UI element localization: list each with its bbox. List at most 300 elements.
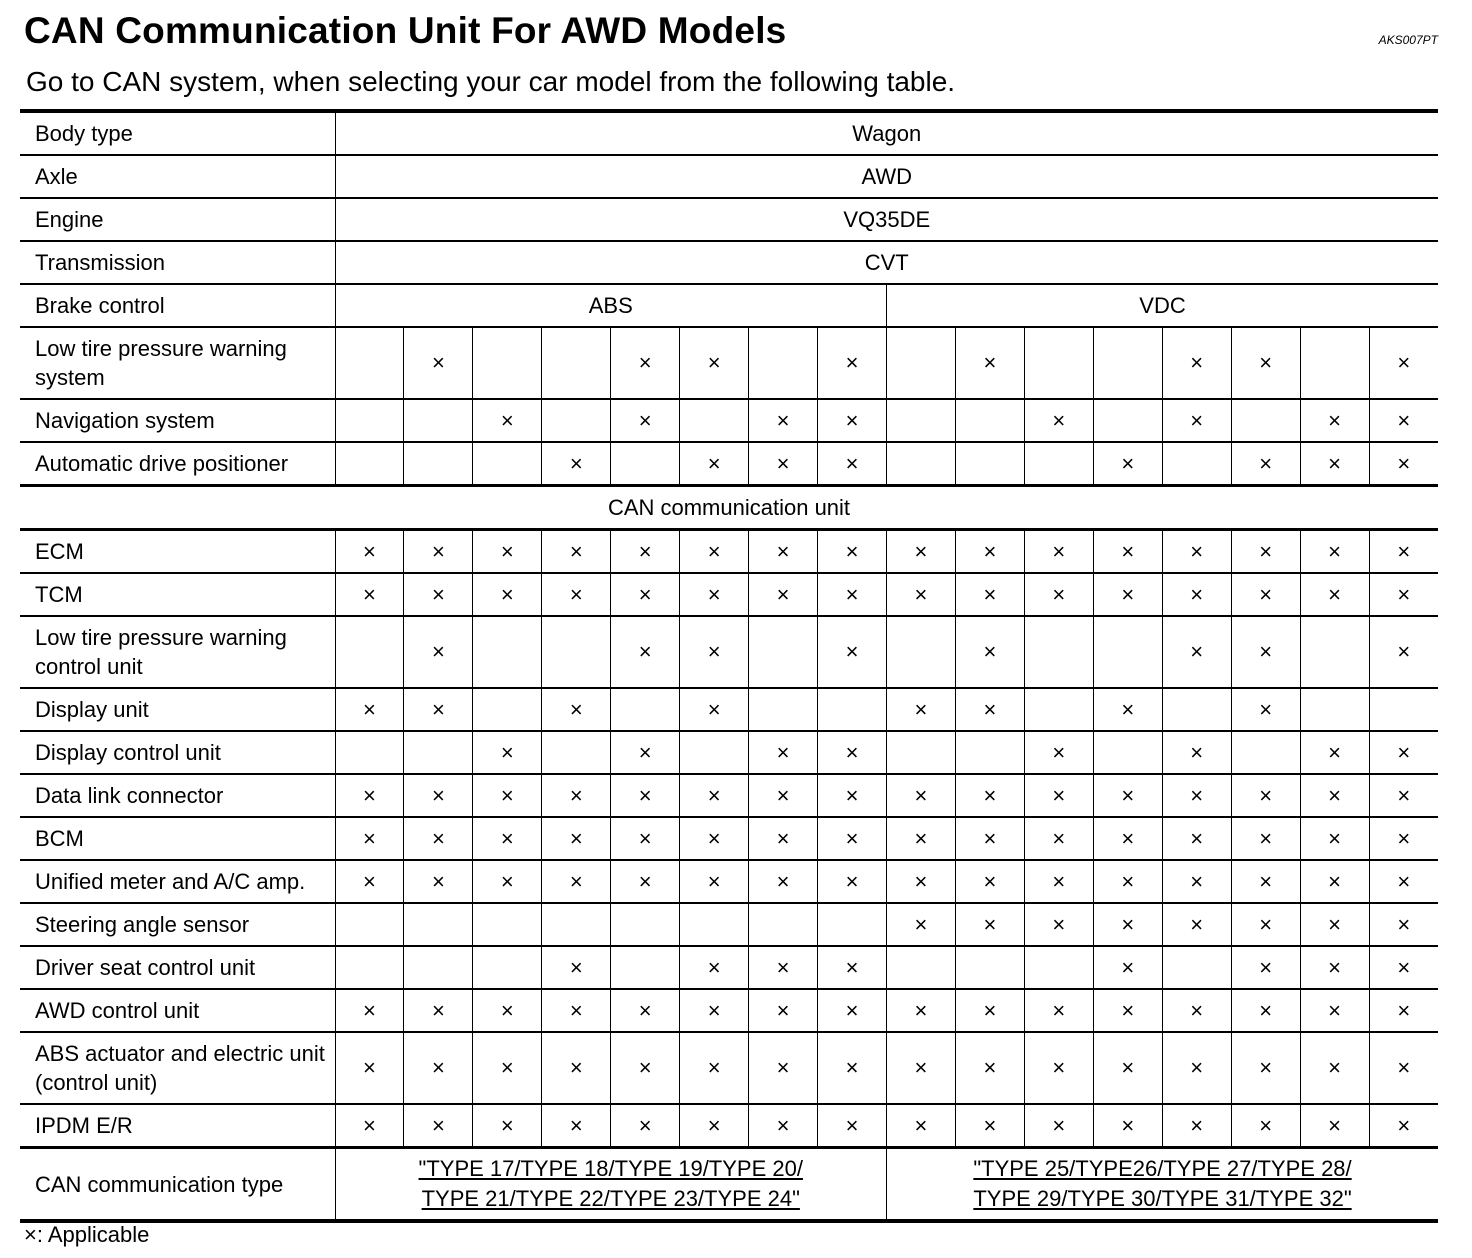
row-label: Data link connector <box>20 774 335 817</box>
mark-cell: × <box>1231 616 1300 688</box>
mark-cell: × <box>680 1032 749 1104</box>
mark-cell: × <box>1231 860 1300 903</box>
unit-row <box>20 774 1438 817</box>
page-subtitle: Go to CAN system, when selecting your car model from the following table. <box>26 66 956 97</box>
mark-cell <box>1162 688 1231 731</box>
mark-cell: × <box>1231 530 1300 574</box>
mark-cell: × <box>1024 573 1093 616</box>
mark-cell: × <box>473 774 542 817</box>
mark-cell: × <box>680 573 749 616</box>
mark-cell: × <box>887 1032 956 1104</box>
mark-cell <box>1024 688 1093 731</box>
mark-cell: × <box>1162 530 1231 574</box>
mark-cell: × <box>955 616 1024 688</box>
mark-cell: × <box>335 817 404 860</box>
row-label: BCM <box>20 817 335 860</box>
mark-cell: × <box>1369 731 1438 774</box>
mark-cell: × <box>955 774 1024 817</box>
mark-cell: × <box>680 860 749 903</box>
mark-cell <box>887 616 956 688</box>
mark-cell <box>542 399 611 442</box>
mark-cell <box>542 731 611 774</box>
mark-cell: × <box>1024 989 1093 1032</box>
mark-cell: × <box>1024 530 1093 574</box>
mark-cell: × <box>611 1032 680 1104</box>
mark-cell: × <box>818 399 887 442</box>
mark-cell: × <box>680 688 749 731</box>
mark-cell <box>611 442 680 486</box>
unit-row <box>20 817 1438 860</box>
mark-cell: × <box>1300 774 1369 817</box>
mark-cell <box>955 399 1024 442</box>
mark-cell: × <box>1369 860 1438 903</box>
mark-cell: × <box>955 1032 1024 1104</box>
mark-cell: × <box>1093 1104 1162 1148</box>
mark-cell: × <box>955 688 1024 731</box>
row-label: Display unit <box>20 688 335 731</box>
mark-cell: × <box>542 530 611 574</box>
mark-cell: × <box>955 817 1024 860</box>
mark-cell: × <box>680 616 749 688</box>
mark-cell: × <box>1093 989 1162 1032</box>
mark-cell: × <box>749 530 818 574</box>
mark-cell: × <box>818 442 887 486</box>
mark-cell: × <box>542 1032 611 1104</box>
mark-cell: × <box>1093 817 1162 860</box>
mark-cell: × <box>1162 817 1231 860</box>
mark-cell <box>1093 731 1162 774</box>
mark-cell: × <box>1024 860 1093 903</box>
mark-cell: × <box>1231 946 1300 989</box>
mark-cell: × <box>473 1032 542 1104</box>
row-label: AWD control unit <box>20 989 335 1032</box>
mark-cell: × <box>611 616 680 688</box>
brake-control-row <box>20 284 1438 327</box>
mark-cell: × <box>542 688 611 731</box>
mark-cell: × <box>887 774 956 817</box>
mark-cell <box>749 903 818 946</box>
spec-row <box>20 241 1438 284</box>
mark-cell: × <box>680 327 749 399</box>
unit-row <box>20 989 1438 1032</box>
mark-cell: × <box>1162 1032 1231 1104</box>
mark-cell: × <box>335 860 404 903</box>
mark-cell <box>335 903 404 946</box>
mark-cell: × <box>1093 946 1162 989</box>
mark-cell <box>955 731 1024 774</box>
mark-cell <box>887 946 956 989</box>
unit-row <box>20 860 1438 903</box>
unit-row <box>20 731 1438 774</box>
mark-cell: × <box>335 530 404 574</box>
mark-cell: × <box>1369 616 1438 688</box>
section-label: CAN communication unit <box>20 486 1438 530</box>
mark-cell <box>680 399 749 442</box>
mark-cell: × <box>542 774 611 817</box>
unit-row <box>20 573 1438 616</box>
mark-cell: × <box>680 1104 749 1148</box>
mark-cell: × <box>611 860 680 903</box>
mark-cell: × <box>1162 989 1231 1032</box>
option-row <box>20 442 1438 486</box>
mark-cell: × <box>1024 1104 1093 1148</box>
mark-cell: × <box>887 817 956 860</box>
mark-cell <box>335 731 404 774</box>
mark-cell: × <box>887 688 956 731</box>
spec-value: VQ35DE <box>335 198 1438 241</box>
mark-cell <box>955 946 1024 989</box>
mark-cell: × <box>611 989 680 1032</box>
mark-cell: × <box>749 989 818 1032</box>
mark-cell <box>335 616 404 688</box>
mark-cell: × <box>335 1104 404 1148</box>
mark-cell: × <box>473 573 542 616</box>
mark-cell: × <box>611 817 680 860</box>
mark-cell: × <box>1369 399 1438 442</box>
mark-cell: × <box>1024 399 1093 442</box>
mark-cell: × <box>749 860 818 903</box>
mark-cell: × <box>1231 903 1300 946</box>
mark-cell: × <box>611 573 680 616</box>
mark-cell: × <box>887 1104 956 1148</box>
mark-cell: × <box>473 817 542 860</box>
mark-cell: × <box>1162 573 1231 616</box>
mark-cell: × <box>955 327 1024 399</box>
mark-cell: × <box>335 688 404 731</box>
mark-cell <box>1024 616 1093 688</box>
mark-cell <box>680 903 749 946</box>
mark-cell: × <box>1162 774 1231 817</box>
mark-cell <box>335 399 404 442</box>
unit-row <box>20 688 1438 731</box>
mark-cell: × <box>818 1104 887 1148</box>
spec-value: AWD <box>335 155 1438 198</box>
mark-cell <box>542 903 611 946</box>
mark-cell: × <box>680 774 749 817</box>
mark-cell <box>887 731 956 774</box>
spec-row <box>20 155 1438 198</box>
mark-cell <box>473 946 542 989</box>
mark-cell <box>749 616 818 688</box>
legend: ×: Applicable <box>24 1222 150 1247</box>
mark-cell <box>473 616 542 688</box>
row-label: Navigation system <box>20 399 335 442</box>
mark-cell: × <box>955 573 1024 616</box>
can-type-left-line1: "TYPE 17/TYPE 18/TYPE 19/TYPE 20/ <box>418 1156 803 1181</box>
row-label: ECM <box>20 530 335 574</box>
row-label: TCM <box>20 573 335 616</box>
mark-cell: × <box>818 573 887 616</box>
mark-cell: × <box>955 1104 1024 1148</box>
mark-cell: × <box>749 399 818 442</box>
mark-cell <box>1093 399 1162 442</box>
row-label: Driver seat control unit <box>20 946 335 989</box>
mark-cell <box>335 946 404 989</box>
mark-cell: × <box>1093 530 1162 574</box>
mark-cell: × <box>818 860 887 903</box>
mark-cell <box>1162 442 1231 486</box>
mark-cell <box>1300 688 1369 731</box>
mark-cell <box>404 442 473 486</box>
mark-cell: × <box>887 903 956 946</box>
mark-cell: × <box>404 1104 473 1148</box>
row-label: ABS actuator and electric unit (control unit) <box>20 1032 335 1104</box>
mark-cell <box>1369 688 1438 731</box>
mark-cell: × <box>1231 327 1300 399</box>
mark-cell: × <box>1369 817 1438 860</box>
mark-cell: × <box>1024 903 1093 946</box>
row-label: CAN communication type <box>20 1148 335 1222</box>
mark-cell: × <box>1231 817 1300 860</box>
mark-cell: × <box>887 530 956 574</box>
mark-cell: × <box>1300 573 1369 616</box>
mark-cell: × <box>1300 1032 1369 1104</box>
row-label: Unified meter and A/C amp. <box>20 860 335 903</box>
mark-cell <box>818 688 887 731</box>
brake-abs: ABS <box>335 284 887 327</box>
mark-cell: × <box>335 1032 404 1104</box>
can-type-left-line2: TYPE 21/TYPE 22/TYPE 23/TYPE 24" <box>421 1186 800 1211</box>
row-label: Display control unit <box>20 731 335 774</box>
row-label: Axle <box>20 155 335 198</box>
option-row <box>20 327 1438 399</box>
row-label: Transmission <box>20 241 335 284</box>
mark-cell: × <box>1369 946 1438 989</box>
mark-cell: × <box>473 1104 542 1148</box>
mark-cell: × <box>1300 989 1369 1032</box>
mark-cell <box>887 327 956 399</box>
mark-cell: × <box>1162 1104 1231 1148</box>
mark-cell: × <box>404 573 473 616</box>
can-type-row <box>20 1148 1438 1222</box>
mark-cell <box>1300 327 1369 399</box>
mark-cell <box>335 327 404 399</box>
mark-cell: × <box>1162 327 1231 399</box>
mark-cell: × <box>1369 1104 1438 1148</box>
mark-cell: × <box>1300 1104 1369 1148</box>
mark-cell <box>887 442 956 486</box>
mark-cell <box>473 327 542 399</box>
mark-cell: × <box>611 530 680 574</box>
mark-cell <box>680 731 749 774</box>
mark-cell: × <box>1231 573 1300 616</box>
mark-cell <box>1231 731 1300 774</box>
mark-cell: × <box>955 903 1024 946</box>
mark-cell: × <box>1093 774 1162 817</box>
mark-cell: × <box>1300 399 1369 442</box>
row-label: IPDM E/R <box>20 1104 335 1148</box>
mark-cell <box>818 903 887 946</box>
option-row <box>20 399 1438 442</box>
mark-cell: × <box>818 1032 887 1104</box>
mark-cell: × <box>1024 1032 1093 1104</box>
mark-cell: × <box>1024 817 1093 860</box>
spec-value: CVT <box>335 241 1438 284</box>
mark-cell: × <box>1162 399 1231 442</box>
mark-cell: × <box>404 688 473 731</box>
mark-cell: × <box>749 442 818 486</box>
page-title: CAN Communication Unit For AWD Models <box>24 10 787 51</box>
mark-cell <box>404 946 473 989</box>
mark-cell <box>749 327 818 399</box>
mark-cell <box>611 903 680 946</box>
mark-cell: × <box>611 774 680 817</box>
mark-cell: × <box>955 989 1024 1032</box>
mark-cell <box>1162 946 1231 989</box>
mark-cell: × <box>404 860 473 903</box>
spec-row <box>20 198 1438 241</box>
mark-cell <box>1093 616 1162 688</box>
mark-cell <box>1300 616 1369 688</box>
mark-cell <box>1024 442 1093 486</box>
mark-cell: × <box>1300 903 1369 946</box>
mark-cell <box>749 688 818 731</box>
mark-cell <box>887 399 956 442</box>
can-type-right-line1: "TYPE 25/TYPE26/TYPE 27/TYPE 28/ <box>973 1156 1352 1181</box>
mark-cell <box>611 688 680 731</box>
mark-cell: × <box>542 946 611 989</box>
unit-row <box>20 530 1438 574</box>
mark-cell: × <box>749 817 818 860</box>
row-label: Steering angle sensor <box>20 903 335 946</box>
row-label: Low tire pressure warning control unit <box>20 616 335 688</box>
mark-cell <box>473 442 542 486</box>
mark-cell: × <box>1369 989 1438 1032</box>
spec-row <box>20 111 1438 155</box>
mark-cell: × <box>680 442 749 486</box>
mark-cell: × <box>1369 530 1438 574</box>
mark-cell: × <box>1231 688 1300 731</box>
mark-cell: × <box>818 616 887 688</box>
mark-cell <box>955 442 1024 486</box>
mark-cell: × <box>1369 1032 1438 1104</box>
row-label: Body type <box>20 111 335 155</box>
mark-cell <box>473 903 542 946</box>
mark-cell: × <box>680 530 749 574</box>
mark-cell: × <box>1369 573 1438 616</box>
mark-cell: × <box>749 731 818 774</box>
mark-cell: × <box>887 573 956 616</box>
mark-cell: × <box>1231 989 1300 1032</box>
mark-cell: × <box>542 989 611 1032</box>
mark-cell: × <box>680 817 749 860</box>
mark-cell: × <box>1369 903 1438 946</box>
mark-cell: × <box>1369 774 1438 817</box>
mark-cell: × <box>749 774 818 817</box>
mark-cell: × <box>473 399 542 442</box>
mark-cell: × <box>335 989 404 1032</box>
mark-cell: × <box>1231 1032 1300 1104</box>
mark-cell: × <box>404 817 473 860</box>
mark-cell: × <box>335 774 404 817</box>
mark-cell: × <box>542 1104 611 1148</box>
mark-cell: × <box>818 731 887 774</box>
mark-cell: × <box>818 817 887 860</box>
mark-cell: × <box>887 989 956 1032</box>
mark-cell: × <box>1024 731 1093 774</box>
mark-cell: × <box>542 442 611 486</box>
row-label: Automatic drive positioner <box>20 442 335 486</box>
mark-cell: × <box>404 327 473 399</box>
mark-cell: × <box>473 860 542 903</box>
unit-row <box>20 616 1438 688</box>
mark-cell: × <box>1369 327 1438 399</box>
mark-cell: × <box>1093 903 1162 946</box>
mark-cell: × <box>749 1104 818 1148</box>
row-label: Brake control <box>20 284 335 327</box>
mark-cell: × <box>611 1104 680 1148</box>
mark-cell: × <box>1093 688 1162 731</box>
can-type-right-line2: TYPE 29/TYPE 30/TYPE 31/TYPE 32" <box>973 1186 1352 1211</box>
mark-cell: × <box>749 1032 818 1104</box>
mark-cell: × <box>335 573 404 616</box>
mark-cell: × <box>1093 573 1162 616</box>
mark-cell: × <box>611 731 680 774</box>
mark-cell: × <box>818 774 887 817</box>
can-type-left <box>335 1148 887 1222</box>
mark-cell <box>335 442 404 486</box>
mark-cell: × <box>611 327 680 399</box>
row-label: Low tire pressure warning system <box>20 327 335 399</box>
mark-cell: × <box>542 817 611 860</box>
mark-cell: × <box>1231 774 1300 817</box>
mark-cell <box>404 903 473 946</box>
mark-cell: × <box>1162 616 1231 688</box>
mark-cell: × <box>473 530 542 574</box>
mark-cell: × <box>680 946 749 989</box>
mark-cell: × <box>542 860 611 903</box>
mark-cell <box>1024 327 1093 399</box>
mark-cell: × <box>1024 774 1093 817</box>
mark-cell: × <box>818 327 887 399</box>
mark-cell: × <box>1300 946 1369 989</box>
mark-cell: × <box>818 946 887 989</box>
mark-cell: × <box>1231 442 1300 486</box>
mark-cell: × <box>1162 731 1231 774</box>
spec-value: Wagon <box>335 111 1438 155</box>
mark-cell: × <box>1300 530 1369 574</box>
mark-cell: × <box>473 731 542 774</box>
mark-cell <box>473 688 542 731</box>
mark-cell: × <box>1231 1104 1300 1148</box>
section-row <box>20 486 1438 530</box>
mark-cell <box>542 616 611 688</box>
mark-cell: × <box>818 989 887 1032</box>
unit-row <box>20 1032 1438 1104</box>
mark-cell <box>611 946 680 989</box>
mark-cell: × <box>1162 903 1231 946</box>
mark-cell: × <box>1300 817 1369 860</box>
mark-cell: × <box>749 573 818 616</box>
mark-cell <box>1231 399 1300 442</box>
mark-cell: × <box>1300 731 1369 774</box>
mark-cell: × <box>404 616 473 688</box>
mark-cell: × <box>955 530 1024 574</box>
mark-cell: × <box>473 989 542 1032</box>
mark-cell <box>542 327 611 399</box>
mark-cell: × <box>680 989 749 1032</box>
mark-cell <box>1024 946 1093 989</box>
mark-cell: × <box>1093 442 1162 486</box>
mark-cell: × <box>1162 860 1231 903</box>
mark-cell: × <box>1093 1032 1162 1104</box>
mark-cell: × <box>404 774 473 817</box>
mark-cell: × <box>749 946 818 989</box>
mark-cell: × <box>1300 860 1369 903</box>
unit-row <box>20 903 1438 946</box>
can-unit-table <box>20 109 1438 1223</box>
mark-cell: × <box>611 399 680 442</box>
